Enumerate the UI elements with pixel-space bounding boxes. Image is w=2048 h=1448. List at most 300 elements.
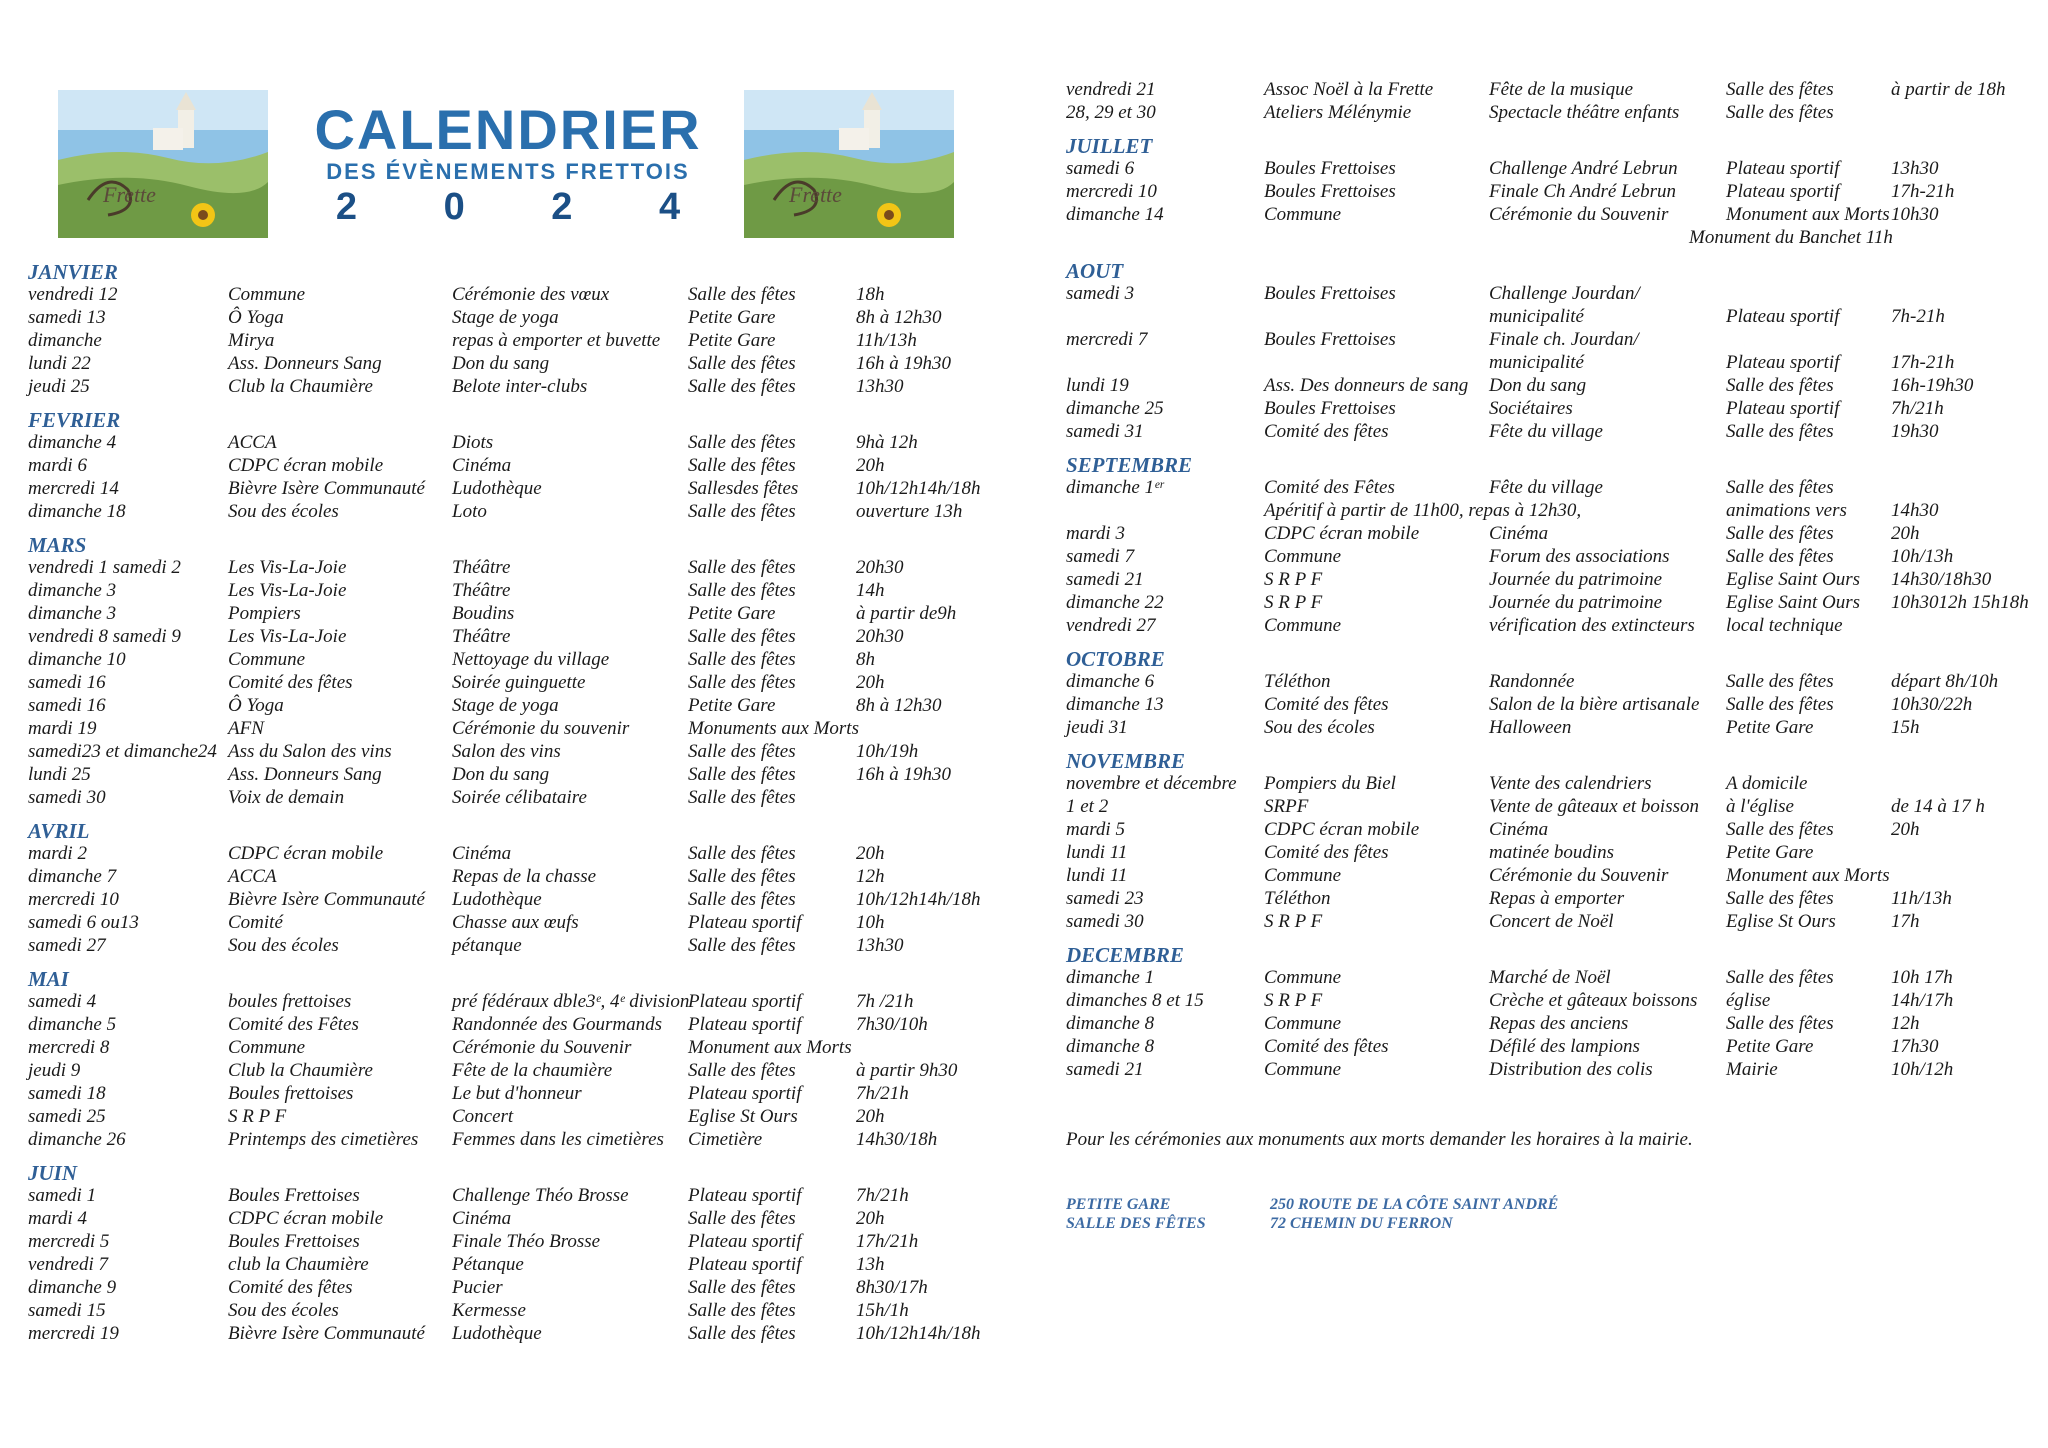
event-location: Monument aux Morts xyxy=(688,1037,852,1058)
event-time: à partir de9h xyxy=(856,603,957,624)
event-time: 14h30/18h xyxy=(856,1129,938,1150)
event-location: Sallesdes fêtes xyxy=(688,478,799,499)
ceremony-note: Pour les cérémonies aux monuments aux morts demander les horaires à la mairie. xyxy=(1066,1129,1693,1150)
event-organizer: Boules Frettoises xyxy=(1264,398,1396,419)
event-location: Salle des fêtes xyxy=(1726,819,1834,840)
event-date: dimanche 18 xyxy=(28,501,126,522)
event-date: vendredi 8 samedi 9 xyxy=(28,626,181,647)
event-event: Vente de gâteaux et boisson xyxy=(1489,796,1700,817)
event-row xyxy=(1066,157,2041,180)
event-organizer: Bièvre Isère Communauté xyxy=(228,1323,425,1344)
event-organizer: Assoc Noël à la Frette xyxy=(1264,79,1434,100)
event-date: vendredi 21 xyxy=(1066,79,1156,100)
event-row xyxy=(1066,180,2041,203)
event-event: Le but d'honneur xyxy=(452,1083,582,1104)
event-row xyxy=(28,888,1018,911)
month-heading: FEVRIER xyxy=(28,408,121,432)
event-location: Salle des fêtes xyxy=(1726,694,1834,715)
event-location: Salle des fêtes xyxy=(688,1323,796,1344)
event-time: à partir de 18h xyxy=(1891,79,2006,100)
event-date: mardi 3 xyxy=(1066,523,1125,544)
event-row xyxy=(28,865,1018,888)
june-continuation xyxy=(1066,78,2041,124)
event-event: Marché de Noël xyxy=(1489,967,1611,988)
event-time: 8h30/17h xyxy=(856,1277,928,1298)
event-time: 20h xyxy=(856,672,885,693)
title-subtitle: DES ÉVÈNEMENTS FRETTOIS xyxy=(326,159,690,184)
event-organizer: Boules Frettoises xyxy=(228,1185,360,1206)
event-organizer: Ô Yoga xyxy=(228,695,284,716)
event-row xyxy=(28,1276,1018,1299)
address-line xyxy=(1066,1214,2041,1233)
event-location: à l'église xyxy=(1726,796,1794,817)
event-row xyxy=(1066,887,2041,910)
event-location: Salle des fêtes xyxy=(688,557,796,578)
event-event: Randonnée des Gourmands xyxy=(452,1014,663,1035)
event-date: dimanche 3 xyxy=(28,580,117,601)
event-organizer: Ass du Salon des vins xyxy=(228,741,392,762)
event-date xyxy=(1066,499,1264,522)
event-event: Cérémonie du souvenir xyxy=(452,718,630,739)
event-location: Mairie xyxy=(1726,1059,1778,1080)
event-organizer: Commune xyxy=(1264,204,1342,225)
event-organizer: Commune xyxy=(1264,615,1342,636)
event-row xyxy=(28,1207,1018,1230)
event-event: Repas à emporter xyxy=(1489,888,1625,909)
event-location: Salle des fêtes xyxy=(688,1277,796,1298)
event-date: samedi 3 xyxy=(1066,283,1135,304)
event-date: dimanche xyxy=(28,330,102,351)
event-organizer: Sou des écoles xyxy=(228,501,339,522)
event-location: Salle des fêtes xyxy=(688,580,796,601)
event-organizer: CDPC écran mobile xyxy=(228,843,384,864)
event-organizer: CDPC écran mobile xyxy=(228,1208,384,1229)
event-event: municipalité xyxy=(1489,352,1584,373)
event-location: Plateau sportif xyxy=(688,1231,802,1252)
event-location: Petite Gare xyxy=(688,307,776,328)
event-time: 10h/12h14h/18h xyxy=(856,1323,981,1344)
event-event: Don du sang xyxy=(1489,375,1587,396)
event-date: lundi 11 xyxy=(1066,842,1128,863)
event-row xyxy=(1066,374,2041,397)
event-event: Concert de Noël xyxy=(1489,911,1614,932)
event-row xyxy=(28,556,1018,579)
event-location xyxy=(1726,282,1891,305)
event-date: samedi 31 xyxy=(1066,421,1144,442)
event-time: 10h/12h xyxy=(1891,1059,1954,1080)
event-event: Halloween xyxy=(1489,717,1572,738)
right-column xyxy=(1066,78,2041,1233)
event-date: dimanche 4 xyxy=(28,432,117,453)
event-event: Fête de la musique xyxy=(1489,79,1634,100)
event-location: Petite Gare xyxy=(1726,1036,1814,1057)
month-heading: MARS xyxy=(28,533,87,557)
event-row xyxy=(1066,614,2041,637)
month-heading: JUIN xyxy=(28,1161,78,1185)
event-event: Ludothèque xyxy=(452,1323,542,1344)
banner xyxy=(28,86,1018,262)
event-row xyxy=(28,763,1018,786)
event-row xyxy=(1066,591,2041,614)
left-sections xyxy=(28,262,1018,1345)
event-organizer: Les Vis-La-Joie xyxy=(228,557,347,578)
event-organizer: S R P F xyxy=(1264,990,1323,1011)
event-time: 14h30 xyxy=(1891,500,1939,521)
event-location: Salle des fêtes xyxy=(688,843,796,864)
event-organizer: Bièvre Isère Communauté xyxy=(228,889,425,910)
event-organizer: Ass. Donneurs Sang xyxy=(228,353,382,374)
event-location: Salle des fêtes xyxy=(1726,888,1834,909)
event-location: Salle des fêtes xyxy=(1726,671,1834,692)
event-row xyxy=(28,454,1018,477)
event-date: lundi 19 xyxy=(1066,375,1129,396)
event-row xyxy=(1066,282,2041,305)
event-time: 10h/12h14h/18h xyxy=(856,889,981,910)
event-location: Salle des fêtes xyxy=(1726,967,1834,988)
event-time: 16h-19h30 xyxy=(1891,375,1974,396)
month-heading: AOUT xyxy=(1066,259,1124,283)
event-date: samedi 21 xyxy=(1066,569,1144,590)
event-organizer: S R P F xyxy=(1264,911,1323,932)
event-event: Chasse aux œufs xyxy=(452,912,579,933)
event-organizer: Commune xyxy=(228,284,306,305)
event-event: Belote inter-clubs xyxy=(452,376,588,397)
event-row xyxy=(28,1036,1018,1059)
address-value: 250 ROUTE DE LA CÔTE SAINT ANDRÉ xyxy=(1270,1196,1559,1213)
event-time xyxy=(1891,772,2041,795)
event-organizer: Commune xyxy=(1264,1013,1342,1034)
event-time: 10h/12h14h/18h xyxy=(856,478,981,499)
event-date: mercredi 10 xyxy=(28,889,119,910)
event-time: 8h à 12h30 xyxy=(856,307,942,328)
event-time: départ 8h/10h xyxy=(1891,671,1999,692)
event-time: 8h xyxy=(856,649,875,670)
event-time: 14h/17h xyxy=(1891,990,1954,1011)
event-organizer: CDPC écran mobile xyxy=(1264,523,1420,544)
event-location: Salle des fêtes xyxy=(1726,375,1834,396)
event-organizer: Pompiers xyxy=(228,603,301,624)
event-date: dimanche 25 xyxy=(1066,398,1164,419)
event-organizer: Mirya xyxy=(228,330,275,351)
event-organizer: Boules frettoises xyxy=(228,1083,354,1104)
event-organizer xyxy=(1264,305,1489,328)
event-date: 1 et 2 xyxy=(1066,796,1109,817)
event-row xyxy=(1066,1035,2041,1058)
event-location: Salle des fêtes xyxy=(1726,102,1834,123)
event-organizer: Club la Chaumière xyxy=(228,1060,373,1081)
event-event: Boudins xyxy=(452,603,515,624)
event-location: Salle des fêtes xyxy=(1726,421,1834,442)
event-date xyxy=(1066,305,1264,328)
event-date: mercredi 14 xyxy=(28,478,119,499)
event-row xyxy=(1066,101,2041,124)
addresses xyxy=(1066,1195,2041,1233)
right-sections xyxy=(1066,136,2041,1081)
event-time xyxy=(1891,101,2041,124)
event-event: Pucier xyxy=(452,1277,503,1298)
event-organizer: Ateliers Mélénymie xyxy=(1264,102,1412,123)
event-organizer: Les Vis-La-Joie xyxy=(228,626,347,647)
event-event: Finale ch. Jourdan/ xyxy=(1489,329,1639,350)
month-heading: JUILLET xyxy=(1066,134,1153,158)
event-location: Cimetière xyxy=(688,1129,763,1150)
event-time: 11h/13h xyxy=(856,330,917,351)
address-value: 72 CHEMIN DU FERRON xyxy=(1270,1215,1453,1232)
event-time: 10h/13h xyxy=(1891,546,1954,567)
event-event: Ludothèque xyxy=(452,478,542,499)
event-row xyxy=(28,579,1018,602)
event-organizer: Commune xyxy=(228,1037,306,1058)
event-organizer: Comité des Fêtes xyxy=(228,1014,359,1035)
event-event: Finale Théo Brosse xyxy=(452,1231,601,1252)
event-row xyxy=(1066,693,2041,716)
month-heading: NOVEMBRE xyxy=(1066,749,1186,773)
event-time: 20h xyxy=(856,1208,885,1229)
calendar-title xyxy=(283,100,733,230)
event-location: Plateau sportif xyxy=(688,912,802,933)
event-event: Repas de la chasse xyxy=(452,866,597,887)
event-date: samedi 27 xyxy=(28,935,106,956)
event-event: Pétanque xyxy=(452,1254,524,1275)
event-organizer: Boules Frettoises xyxy=(1264,181,1396,202)
event-organizer: Comité des fêtes xyxy=(1264,694,1389,715)
event-row xyxy=(1066,420,2041,443)
event-organizer: Apéritif à partir de 11h00, repas à 12h30, xyxy=(1264,500,1582,521)
event-time: 18h xyxy=(856,284,885,305)
event-row xyxy=(28,911,1018,934)
event-location: Plateau sportif xyxy=(688,1083,802,1104)
event-event: Finale Ch André Lebrun xyxy=(1489,181,1677,202)
event-time: 8h à 12h30 xyxy=(856,695,942,716)
event-time: 20h xyxy=(1891,523,1920,544)
event-location: église xyxy=(1726,990,1771,1011)
event-organizer: Boules Frettoises xyxy=(228,1231,360,1252)
event-location: Eglise Saint Ours xyxy=(1726,592,1861,613)
address-label: SALLE DES FÊTES xyxy=(1066,1215,1206,1232)
event-date: dimanche 7 xyxy=(28,866,117,887)
event-location: Salle des fêtes xyxy=(688,741,796,762)
event-date: dimanches 8 et 15 xyxy=(1066,990,1204,1011)
event-location: Plateau sportif xyxy=(1726,352,1840,373)
event-row xyxy=(1066,499,2041,522)
event-event: Théâtre xyxy=(452,626,511,647)
event-event: Vente des calendriers xyxy=(1489,773,1652,794)
event-event: municipalité xyxy=(1489,306,1584,327)
event-organizer: ACCA xyxy=(228,866,277,887)
event-time: 17h xyxy=(1891,911,1920,932)
event-time xyxy=(1891,476,2041,499)
event-organizer: S R P F xyxy=(1264,569,1323,590)
event-location xyxy=(1726,328,1891,351)
event-location: Salle des fêtes xyxy=(688,1300,796,1321)
event-time: 10h 17h xyxy=(1891,967,1953,988)
event-date: jeudi 25 xyxy=(28,376,90,397)
event-extra: Monument du Banchet 11h xyxy=(1689,227,1893,248)
event-event: Fête de la chaumière xyxy=(452,1060,613,1081)
event-location: Salle des fêtes xyxy=(1726,523,1834,544)
event-time: 14h30/18h30 xyxy=(1891,569,1992,590)
event-row xyxy=(28,717,1018,740)
event-organizer: SRPF xyxy=(1264,796,1309,817)
event-event: Cinéma xyxy=(1489,523,1549,544)
event-row xyxy=(1066,1012,2041,1035)
event-row xyxy=(1066,989,2041,1012)
event-date: lundi 25 xyxy=(28,764,91,785)
event-date: jeudi 31 xyxy=(1066,717,1128,738)
event-row xyxy=(28,1322,1018,1345)
event-event: Sociétaires xyxy=(1489,398,1573,419)
event-time: 13h30 xyxy=(856,376,904,397)
event-date: novembre et décembre xyxy=(1066,773,1237,794)
title-main: CALENDRIER xyxy=(314,98,702,161)
event-date xyxy=(1066,351,1264,374)
event-row xyxy=(28,648,1018,671)
event-location: Plateau sportif xyxy=(1726,398,1840,419)
event-organizer: Boules Frettoises xyxy=(1264,329,1396,350)
event-event: pétanque xyxy=(452,935,522,956)
event-row xyxy=(1066,351,2041,374)
event-location: Salle des fêtes xyxy=(1726,1013,1834,1034)
event-location: Salle des fêtes xyxy=(688,764,796,785)
event-time: 20h xyxy=(856,455,885,476)
event-time xyxy=(1891,328,2041,351)
event-date: mardi 4 xyxy=(28,1208,87,1229)
event-time xyxy=(1891,282,2041,305)
event-date: mercredi 10 xyxy=(1066,181,1157,202)
event-date: dimanche 1ᵉʳ xyxy=(1066,477,1164,498)
event-time xyxy=(856,717,1016,740)
event-row xyxy=(28,1013,1018,1036)
event-event: Défilé des lampions xyxy=(1489,1036,1640,1057)
event-organizer: Comité xyxy=(228,912,283,933)
event-time: 7h/21h xyxy=(1891,398,1944,419)
event-organizer: CDPC écran mobile xyxy=(228,455,384,476)
event-event: Nettoyage du village xyxy=(452,649,610,670)
event-event: Cérémonie du Souvenir xyxy=(1489,865,1669,886)
event-date: samedi 16 xyxy=(28,672,106,693)
event-organizer: Comité des Fêtes xyxy=(1264,477,1395,498)
event-location: Salle des fêtes xyxy=(688,501,796,522)
event-location: Plateau sportif xyxy=(1726,181,1840,202)
event-organizer: Club la Chaumière xyxy=(228,376,373,397)
event-event: Loto xyxy=(452,501,487,522)
event-row xyxy=(1066,716,2041,739)
event-date: samedi 6 xyxy=(1066,158,1135,179)
event-event: Femmes dans les cimetières xyxy=(452,1129,664,1150)
event-location: Salle des fêtes xyxy=(688,672,796,693)
event-row xyxy=(28,1299,1018,1322)
event-time: 7h30/10h xyxy=(856,1014,928,1035)
event-row xyxy=(1066,328,2041,351)
event-event: matinée boudins xyxy=(1489,842,1615,863)
event-date: lundi 11 xyxy=(1066,865,1128,886)
event-date: dimanche 5 xyxy=(28,1014,117,1035)
event-time: 20h30 xyxy=(856,626,904,647)
event-event: Journée du patrimoine xyxy=(1489,569,1663,590)
event-date: mardi 6 xyxy=(28,455,87,476)
month-heading: AVRIL xyxy=(28,819,90,843)
event-location: Eglise Saint Ours xyxy=(1726,569,1861,590)
event-organizer: Sou des écoles xyxy=(228,935,339,956)
event-event: Théâtre xyxy=(452,580,511,601)
event-row xyxy=(28,1059,1018,1082)
event-event: Concert xyxy=(452,1106,514,1127)
event-row xyxy=(1066,772,2041,795)
event-location: Salle des fêtes xyxy=(688,626,796,647)
event-event: Salon de la bière artisanale xyxy=(1489,694,1700,715)
event-location: Petite Gare xyxy=(1726,842,1814,863)
event-organizer: S R P F xyxy=(228,1106,287,1127)
event-time: 11h/13h xyxy=(1891,888,1952,909)
event-event: Challenge André Lebrun xyxy=(1489,158,1678,179)
event-row xyxy=(1066,910,2041,933)
event-location: local technique xyxy=(1726,615,1843,636)
event-organizer: Commune xyxy=(1264,967,1342,988)
event-row xyxy=(28,671,1018,694)
event-organizer: Les Vis-La-Joie xyxy=(228,580,347,601)
event-date: dimanche 9 xyxy=(28,1277,117,1298)
event-date: samedi 21 xyxy=(1066,1059,1144,1080)
event-row xyxy=(1066,397,2041,420)
event-date: vendredi 27 xyxy=(1066,615,1156,636)
event-location: Salle des fêtes xyxy=(688,649,796,670)
event-row xyxy=(28,1105,1018,1128)
event-date: dimanche 6 xyxy=(1066,671,1155,692)
event-row xyxy=(28,1128,1018,1151)
event-organizer: Sou des écoles xyxy=(228,1300,339,1321)
event-location: Eglise St Ours xyxy=(688,1106,798,1127)
address-label: PETITE GARE xyxy=(1066,1196,1171,1213)
event-organizer: Sou des écoles xyxy=(1264,717,1375,738)
title-year: 2 0 2 4 xyxy=(335,186,719,228)
event-row xyxy=(28,1253,1018,1276)
event-date: samedi 18 xyxy=(28,1083,106,1104)
event-organizer: Bièvre Isère Communauté xyxy=(228,478,425,499)
event-location: Salle des fêtes xyxy=(1726,477,1834,498)
event-date: samedi 30 xyxy=(1066,911,1144,932)
event-row xyxy=(28,283,1018,306)
event-organizer: Comité des fêtes xyxy=(1264,421,1389,442)
event-time: 10h/19h xyxy=(856,741,919,762)
event-row xyxy=(28,786,1018,809)
event-row xyxy=(28,1184,1018,1207)
event-location: Salle des fêtes xyxy=(688,889,796,910)
event-organizer: Printemps des cimetières xyxy=(228,1129,419,1150)
event-event: Cérémonie du Souvenir xyxy=(452,1037,632,1058)
event-time xyxy=(856,1036,1016,1059)
event-event: Challenge Théo Brosse xyxy=(452,1185,629,1206)
event-event: Soirée guinguette xyxy=(452,672,586,693)
event-time: 16h à 19h30 xyxy=(856,353,951,374)
event-date: mercredi 8 xyxy=(28,1037,110,1058)
event-event: Ludothèque xyxy=(452,889,542,910)
month-heading: MAI xyxy=(28,967,69,991)
event-event: Distribution des colis xyxy=(1489,1059,1653,1080)
event-organizer: AFN xyxy=(228,718,264,739)
event-date: samedi 23 xyxy=(1066,888,1144,909)
event-location: Petite Gare xyxy=(688,695,776,716)
event-organizer: Ass. Donneurs Sang xyxy=(228,764,382,785)
event-row xyxy=(1066,864,2041,887)
event-time: 7h-21h xyxy=(1891,306,1945,327)
event-date: dimanche 22 xyxy=(1066,592,1164,613)
event-event: Fête du village xyxy=(1489,421,1603,442)
event-time: 20h30 xyxy=(856,557,904,578)
event-time: 15h/1h xyxy=(856,1300,909,1321)
event-date: samedi 7 xyxy=(1066,546,1135,567)
event-location: Eglise St Ours xyxy=(1726,911,1836,932)
event-date: dimanche 14 xyxy=(1066,204,1164,225)
